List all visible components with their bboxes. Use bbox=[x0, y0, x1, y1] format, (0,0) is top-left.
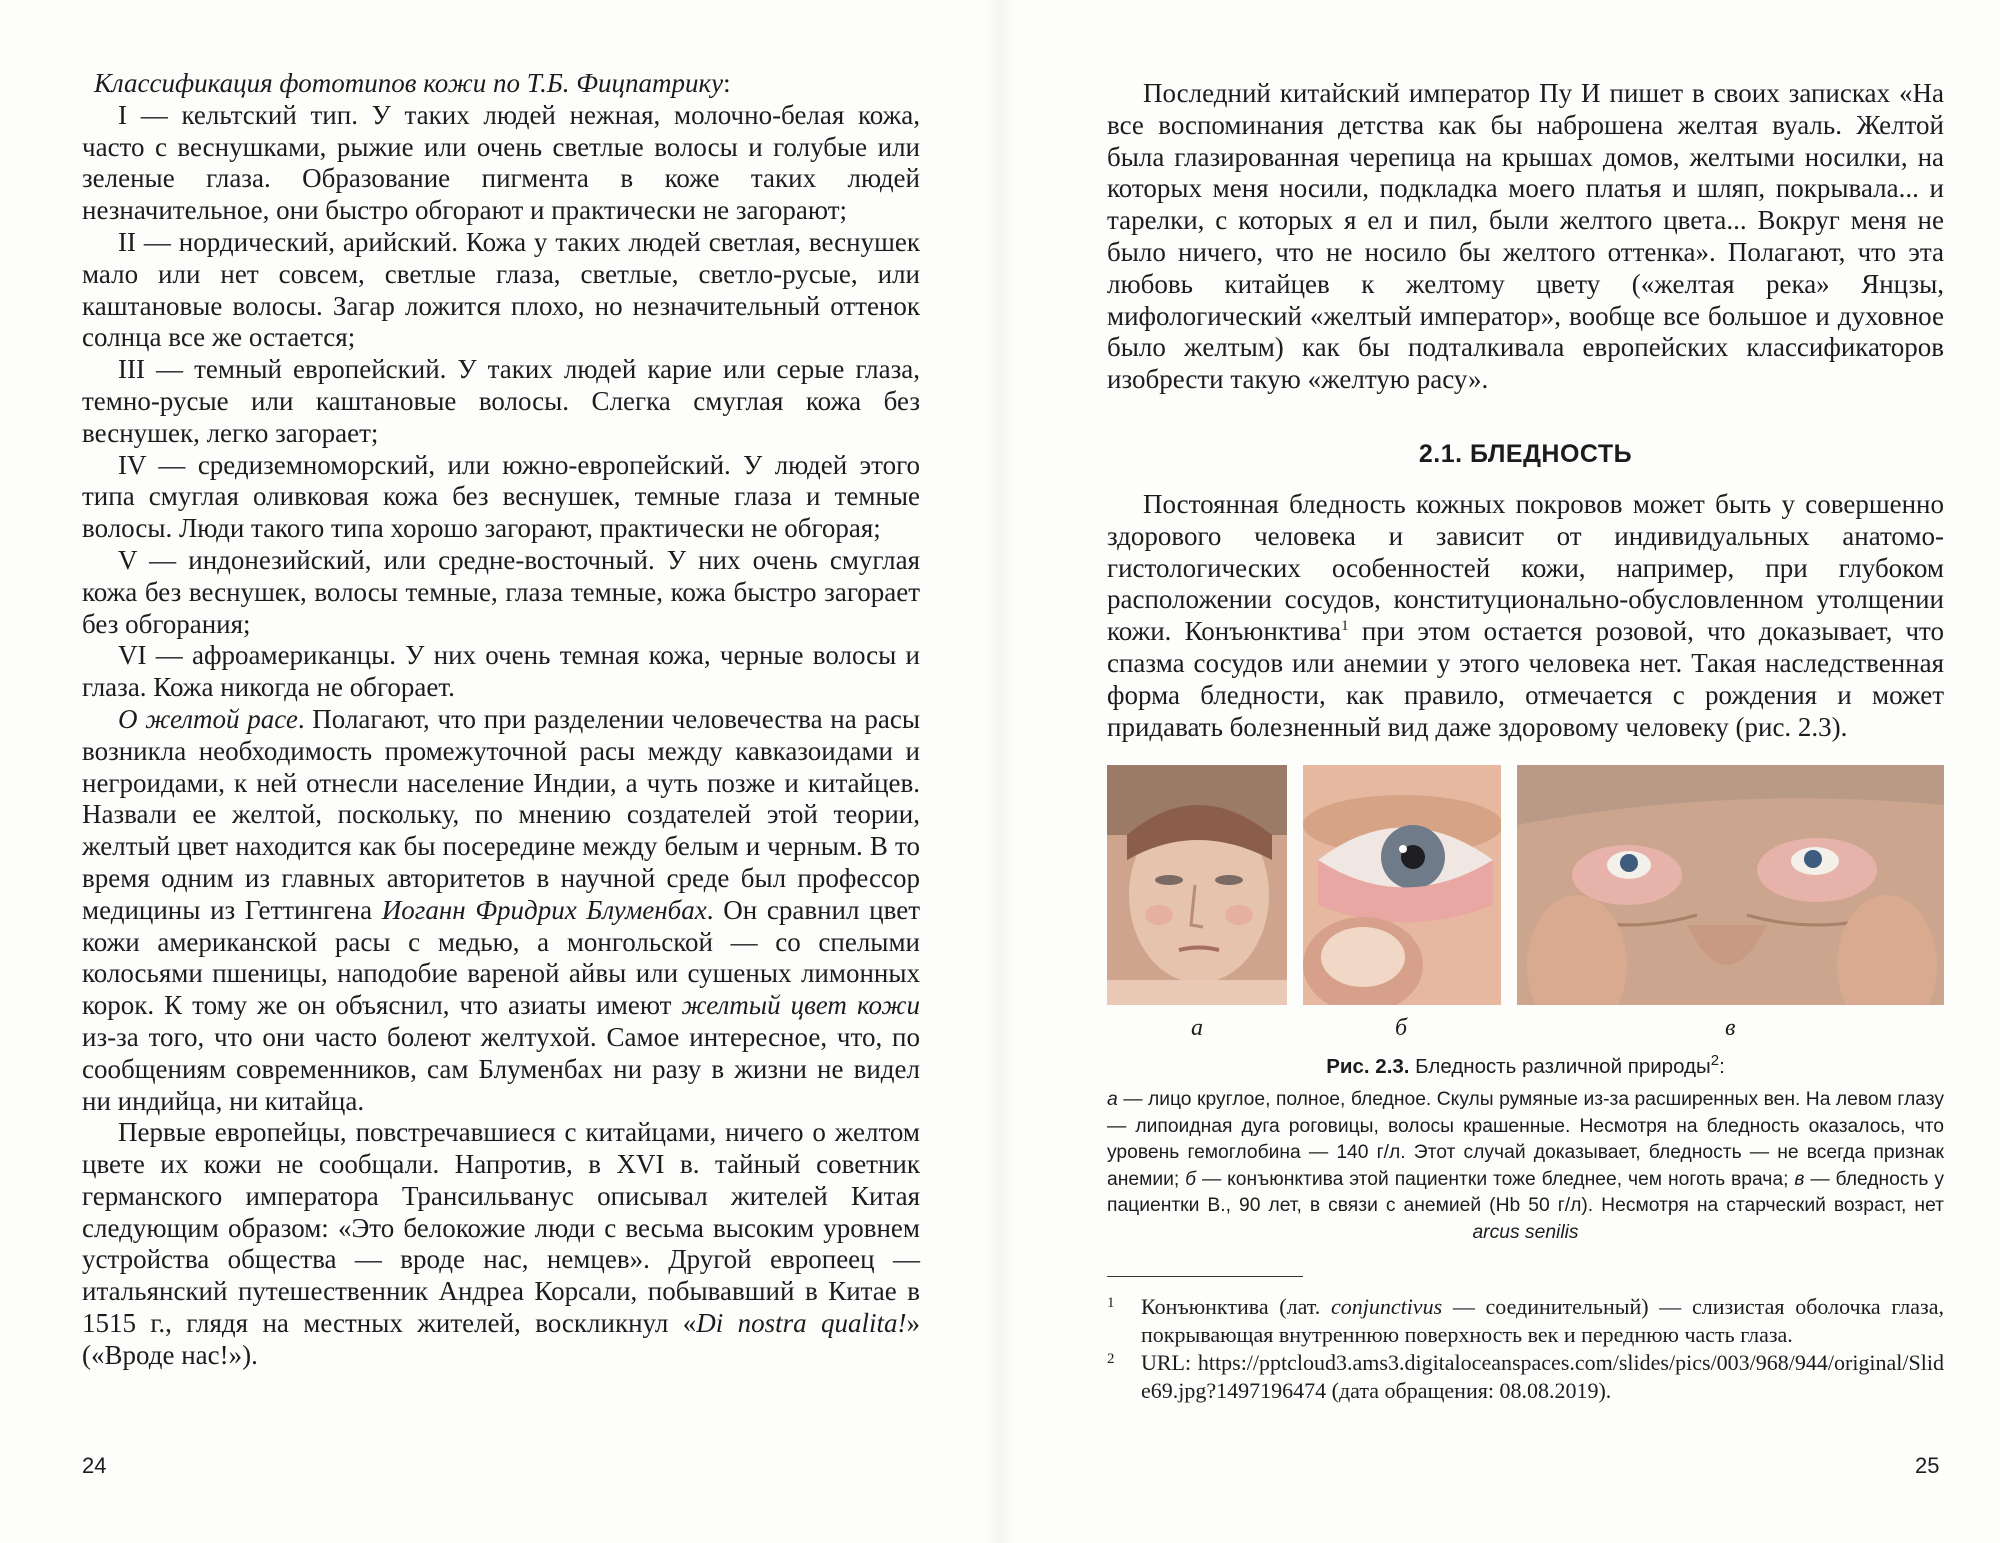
photo-a-pale-face bbox=[1107, 765, 1287, 1005]
europeans-paragraph: Первые европейцы, повстречавшиеся с китайцами, ничего о желтом цвете их кожи не сообщали. Напротив, в XVI в. тайный советник германского императора Трансильванус описывал жителей Китая следующим образом: «Это белокожие люди с весьма высоким уровнем устройства общества — вроде нас, немцев». Другой европеец — итальянский путешественник Андреа Корсали, побывавший в Китае в 1515 г., глядя на местных жителей, воскликнул «Di nostra qualita!» («Вроде нас!»). bbox=[82, 1117, 920, 1370]
phototype-2: II — нордический, арийский. Кожа у таких людей светлая, веснушек мало или нет совсем, светлые глаза, светлые, светло-русые, или каштановые волосы. Загар ложится плохо, но незначительный оттенок солнца все же остается; bbox=[82, 226, 920, 353]
figure-letters bbox=[1107, 1005, 1944, 1051]
footnote-1: 1 Конъюнктива (лат. conjunctivus — соединительный) — слизистая оболочка глаза, покрывающая внутреннюю поверхность век и переднюю часть глаза. bbox=[1107, 1294, 1944, 1348]
figure-caption-title: Рис. 2.3. Бледность различной природы$^2$: bbox=[1326, 1052, 1725, 1079]
section-title: 2.1. БЛЕДНОСТЬ bbox=[1418, 439, 1633, 468]
photo-c-elderly-anemia bbox=[1517, 765, 1944, 1005]
pallor-paragraph: Постоянная бледность кожных покровов может быть у совершенно здорового человека и зависит от индивидуальных анатомо-гистологических особенностей кожи, например, при глубоком расположении сосудов, конституционально-обусловленном утолщении кожи. Конъюнктива$^1$ при этом остается розовой, что доказывает, что спазма сосудов или анемии у этого человека нет. Такая наследственная форма бледности, как правило, отмечается с рождения и может придавать болезненный вид даже здоровому человеку (рис. 2.3). bbox=[1107, 488, 1944, 742]
phototype-6: VI — афроамериканцы. У них очень темная кожа, черные волосы и глаза. Кожа никогда не обгорает. bbox=[82, 640, 920, 703]
right-page-text bbox=[1107, 78, 1944, 1405]
footnote-separator bbox=[1107, 1276, 1303, 1277]
footnote-2: 2 URL: https://pptcloud3.ams3.digitaloceanspaces.com/slides/pics/003/968/944/original/Slide69.jpg?1497196474 (дата обращения: 08.08.2019). bbox=[1107, 1350, 1944, 1404]
left-page-text bbox=[82, 68, 920, 1372]
page-number-left: 24 bbox=[82, 1453, 107, 1478]
figure-photos bbox=[1107, 765, 1944, 1005]
figure-caption-body: а — лицо круглое, полное, бледное. Скулы румяные из-за расширенных вен. На левом глазу — липоидная дуга роговицы, волосы крашенные. Несмотря на бледность оказалось, что уровень гемоглобина — 140 г/л. Этот случай доказывает, бледность — не всегда признак анемии; б — конъюнктива этой пациентки тоже бледнее, чем ноготь врача; в — бледность у пациентки В., 90 лет, в связи с анемией (Hb 50 г/л). Несмотря на старческий возраст, нет arcus senilis bbox=[1107, 1089, 1944, 1243]
phototype-5: V — индонезийский, или средне-восточный. У них очень смуглая кожа без веснушек, волосы темные, глаза темные, кожа быстро загорает без обгорания; bbox=[82, 544, 920, 639]
figure-2-3 bbox=[1107, 765, 1944, 1246]
phototype-1: I — кельтский тип. У таких людей нежная, молочно-белая кожа, часто с веснушками, рыжие или очень светлые волосы и голубые или зеленые глаза. Образование пигмента в коже таких людей незначительное, они быстро обгорают и практически не загорают; bbox=[82, 99, 920, 226]
letter-b: б bbox=[1395, 1015, 1408, 1042]
classification-heading: Классификация фототипов кожи по Т.Б. Фицпатрику: bbox=[94, 68, 731, 98]
page-number-right: 25 bbox=[1915, 1453, 1940, 1478]
letter-a: а bbox=[1191, 1015, 1203, 1042]
phototype-3: III — темный европейский. У таких людей карие или серые глаза, темно-русые или каштановые волосы. Слегка смуглая кожа без веснушек, легко загорает; bbox=[82, 354, 920, 448]
photo-b-conjunctiva bbox=[1303, 765, 1501, 1005]
pu-yi-paragraph: Последний китайский император Пу И пишет в своих записках «На все воспоминания детства как бы наброшена желтая вуаль. Желтой была глазированная черепица на крышах домов, желтыми носилки, на которых меня носили, подкладка моего платья и шляп, покрывала... и тарелки, с которых я ел и пил, были желтого цвета... Вокруг меня не было ничего, что не носило бы желтого оттенка». Полагают, что эта любовь китайцев к желтому цвету («желтая река» Янцзы, мифологический «желтый император», вообще все большое и духовное было желтым) как бы подталкивала европейских классификаторов изобрести такую «желтую расу». bbox=[1107, 78, 1944, 395]
right-page bbox=[1000, 0, 2000, 1543]
yellow-race-paragraph: О желтой расе. Полагают, что при разделении человечества на расы возникла необходимость промежуточной расы между кавказоидами и негроидами, к ней отнесли население Индии, а чуть позже и китайцев. Назвали ее желтой, поскольку, по мнению создателей этой теории, желтый цвет находится как бы посередине между белым и черным. В то время одним из главных авторитетов в научной среде был профессор медицины из Геттингена Иоганн Фридрих Блуменбах. Он сравнил цвет кожи американской расы с медью, а монгольской — со спелыми колосьями пшеницы, наподобие вареной айвы или сушеных лимонных корок. К тому же он объяснил, что азиаты имеют желтый цвет кожи из-за того, что они часто болеют желтухой. Самое интересное, что, по сообщениям современников, сам Блуменбах ни разу в жизни не видел ни индийца, ни китайца. bbox=[82, 703, 920, 1116]
phototype-4: IV — средиземноморский, или южно-европейский. У людей этого типа смуглая оливковая кожа без веснушек, темные глаза и темные волосы. Люди такого типа хорошо загорают, практически не обгорая; bbox=[82, 449, 920, 544]
letter-c: в bbox=[1725, 1015, 1736, 1042]
